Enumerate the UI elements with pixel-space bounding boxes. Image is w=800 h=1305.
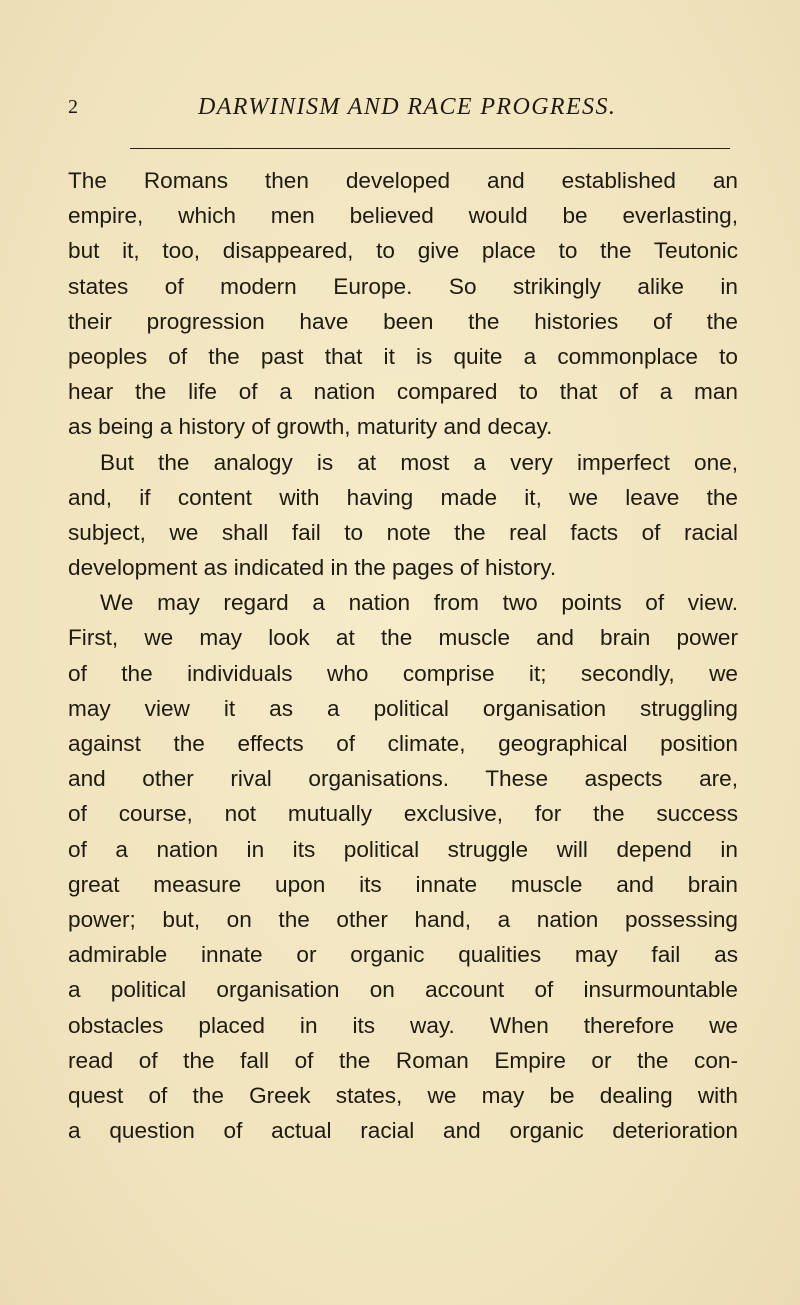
text-line: of course, not mutually exclusive, for the success bbox=[68, 801, 738, 827]
header-rule bbox=[130, 148, 730, 149]
text-line: but it, too, disappeared, to give place to the Teutonic bbox=[68, 238, 738, 264]
running-head: DARWINISM AND RACE PROGRESS. bbox=[198, 94, 617, 120]
text-line: obstacles placed in its way. When therefore we bbox=[68, 1012, 738, 1038]
text-line: hear the life of a nation compared to that of a man bbox=[68, 379, 738, 405]
text-line: We may regard a nation from two points of view. bbox=[100, 590, 738, 616]
text-line: a political organisation on account of insurmountable bbox=[68, 977, 738, 1003]
text-line: of the individuals who comprise it; secondly, we bbox=[68, 660, 738, 686]
page-number: 2 bbox=[68, 96, 78, 118]
text-line: great measure upon its innate muscle and brain bbox=[68, 871, 738, 897]
text-line: may view it as a political organisation struggling bbox=[68, 695, 738, 721]
text-line: empire, which men believed would be everlasting, bbox=[68, 203, 738, 229]
text-line: First, we may look at the muscle and brain power bbox=[68, 625, 738, 651]
page-header bbox=[68, 88, 734, 128]
text-line: as being a history of growth, maturity and decay. bbox=[68, 414, 553, 440]
text-line: states of modern Europe. So strikingly alike in bbox=[68, 273, 738, 299]
body-text bbox=[68, 163, 738, 1148]
text-line: The Romans then developed and established an bbox=[68, 168, 738, 193]
text-line: their progression have been the histories of the bbox=[68, 308, 738, 334]
text-line: subject, we shall fail to note the real facts of racial bbox=[68, 519, 738, 545]
text-line: admirable innate or organic qualities may fail as bbox=[68, 942, 738, 968]
text-line: read of the fall of the Roman Empire or the con- bbox=[68, 1047, 738, 1073]
text-line: against the effects of climate, geographical position bbox=[68, 731, 738, 756]
text-line: power; but, on the other hand, a nation possessing bbox=[68, 906, 738, 932]
text-line: of a nation in its political struggle will depend in bbox=[68, 836, 738, 862]
text-line: a question of actual racial and organic deterioration bbox=[68, 1118, 738, 1144]
text-line: But the analogy is at most a very imperfect one, bbox=[100, 449, 738, 475]
text-line: development as indicated in the pages of history. bbox=[68, 555, 557, 581]
text-line: quest of the Greek states, we may be dealing with bbox=[68, 1082, 738, 1108]
text-line: peoples of the past that it is quite a commonplace to bbox=[68, 343, 738, 369]
text-line: and other rival organisations. These aspects are, bbox=[68, 766, 738, 792]
text-line: and, if content with having made it, we leave the bbox=[68, 484, 738, 510]
